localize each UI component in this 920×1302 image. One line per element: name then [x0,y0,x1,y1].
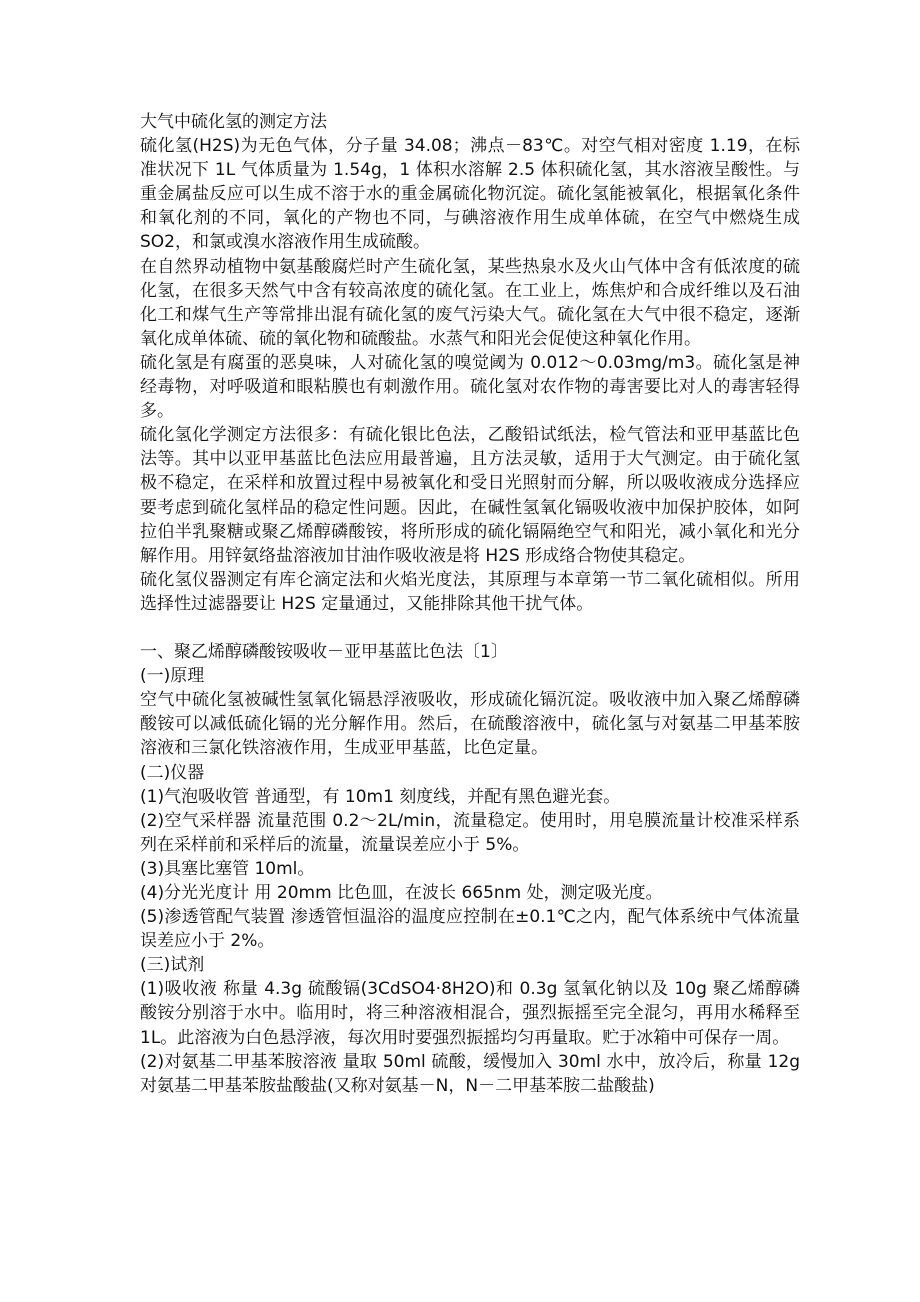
intro-paragraph-4: 硫化氢化学测定方法很多：有硫化银比色法，乙酸铅试纸法，检气管法和亚甲基蓝比色法等。其中以亚甲基蓝比色法应用最普遍，且方法灵敏，适用于大气测定。由于硫化氢极不稳定，在采样和放置过程中易被氧化和受日光照射而分解，所以吸收液成分选择应要考虑到硫化氢样品的稳定性问题。因此，在碱性氢氧化镉吸收液中加保护胶体，如阿拉伯半乳聚糖或聚乙烯醇磷酸铵，将所形成的硫化镉隔绝空气和阳光，减小氧化和光分解作用。用锌氨络盐溶液加甘油作吸收液是将 H2S 形成络合物使其稳定。 [140,425,800,566]
instrument-item-2: (2)空气采样器 流量范围 0.2～2L/min，流量稳定。使用时，用皂膜流量计校准采样系列在采样前和采样后的流量，流量误差应小于 5%。 [140,810,800,855]
reagent-item-1: (1)吸收液 称量 4.3g 硫酸镉(3CdSO4·8H2O)和 0.3g 氢氧化钠以及 10g 聚乙烯醇磷酸铵分别溶于水中。临用时，将三种溶液相混合，强烈振摇至完全混匀，再用水稀释至 1L。此溶液为白色悬浮液，每次用时要强烈振摇均匀再量取。贮于冰箱中可保存一周。 [140,979,800,1048]
principle-text: 空气中硫化氢被碱性氢氧化镉悬浮液吸收，形成硫化镉沉淀。吸收液中加入聚乙烯醇磷酸铵可以减低硫化镉的光分解作用。然后，在硫酸溶液中，硫化氢与对氨基二甲基苯胺溶液和三氯化铁溶液作用，生成亚甲基蓝，比色定量。 [140,690,800,759]
blank-line [140,616,800,640]
section-heading: 一、聚乙烯醇磷酸铵吸收－亚甲基蓝比色法〔1〕 [140,642,508,663]
document-page [140,110,800,1098]
instrument-item-4: (4)分光光度计 用 20mm 比色皿，在波长 665nm 处，测定吸光度。 [140,883,663,903]
instruments-heading: (二)仪器 [140,762,205,783]
intro-paragraph-5: 硫化氢仪器测定有库仑滴定法和火焰光度法，其原理与本章第一节二氧化硫相似。所用选择性过滤器要让 H2S 定量通过，又能排除其他干扰气体。 [140,569,800,614]
reagent-item-2: (2)对氨基二甲基苯胺溶液 量取 50ml 硫酸，缓慢加入 30ml 水中，放冷后，称量 12g 对氨基二甲基苯胺盐酸盐(又称对氨基－N，N－二甲基苯胺二盐酸盐) [140,1051,800,1096]
intro-paragraph-3: 硫化氢是有腐蛋的恶臭味，人对硫化氢的嗅觉阈为 0.012～0.03mg/m3。硫化氢是神经毒物，对呼吸道和眼粘膜也有刺激作用。硫化氢对农作物的毒害要比对人的毒害轻得多。 [140,352,800,422]
intro-paragraph-2: 在自然界动植物中氨基酸腐烂时产生硫化氢，某些热泉水及火山气体中含有低浓度的硫化氢，在很多天然气中含有较高浓度的硫化氢。在工业上，炼焦炉和合成纤维以及石油化工和煤气生产等常排出混有硫化氢的废气污染大气。硫化氢在大气中很不稳定，逐渐氧化成单体硫、硫的氧化物和硫酸盐。水蒸气和阳光会促使这种氧化作用。 [140,256,800,349]
instrument-item-3: (3)具塞比塞管 10ml。 [140,858,315,879]
document-title: 大气中硫化氢的测定方法 [140,112,327,132]
instrument-item-5: (5)渗透管配气装置 渗透管恒温浴的温度应控制在±0.1℃之内，配气体系统中气体流量误差应小于 2%。 [140,907,800,952]
instrument-item-1: (1)气泡吸收管 普通型，有 10m1 刻度线，并配有黑色避光套。 [140,786,621,807]
principle-heading: (一)原理 [140,666,205,687]
reagents-heading: (三)试剂 [140,955,205,976]
intro-paragraph-1: 硫化氢(H2S)为无色气体，分子量 34.08；沸点－83℃。对空气相对密度 1.19，在标准状况下 1L 气体质量为 1.54g，1 体积水溶解 2.5 体积硫化氢，其水溶液呈酸性。与重金属盐反应可以生成不溶于水的重金属硫化物沉淀。硫化氢能被氧化，根据氧化条件和氧化剂的不同，氧化的产物也不同，与碘溶液作用生成单体硫，在空气中燃烧生成 SO2，和氯或溴水溶液作用生成硫酸。 [140,136,800,253]
